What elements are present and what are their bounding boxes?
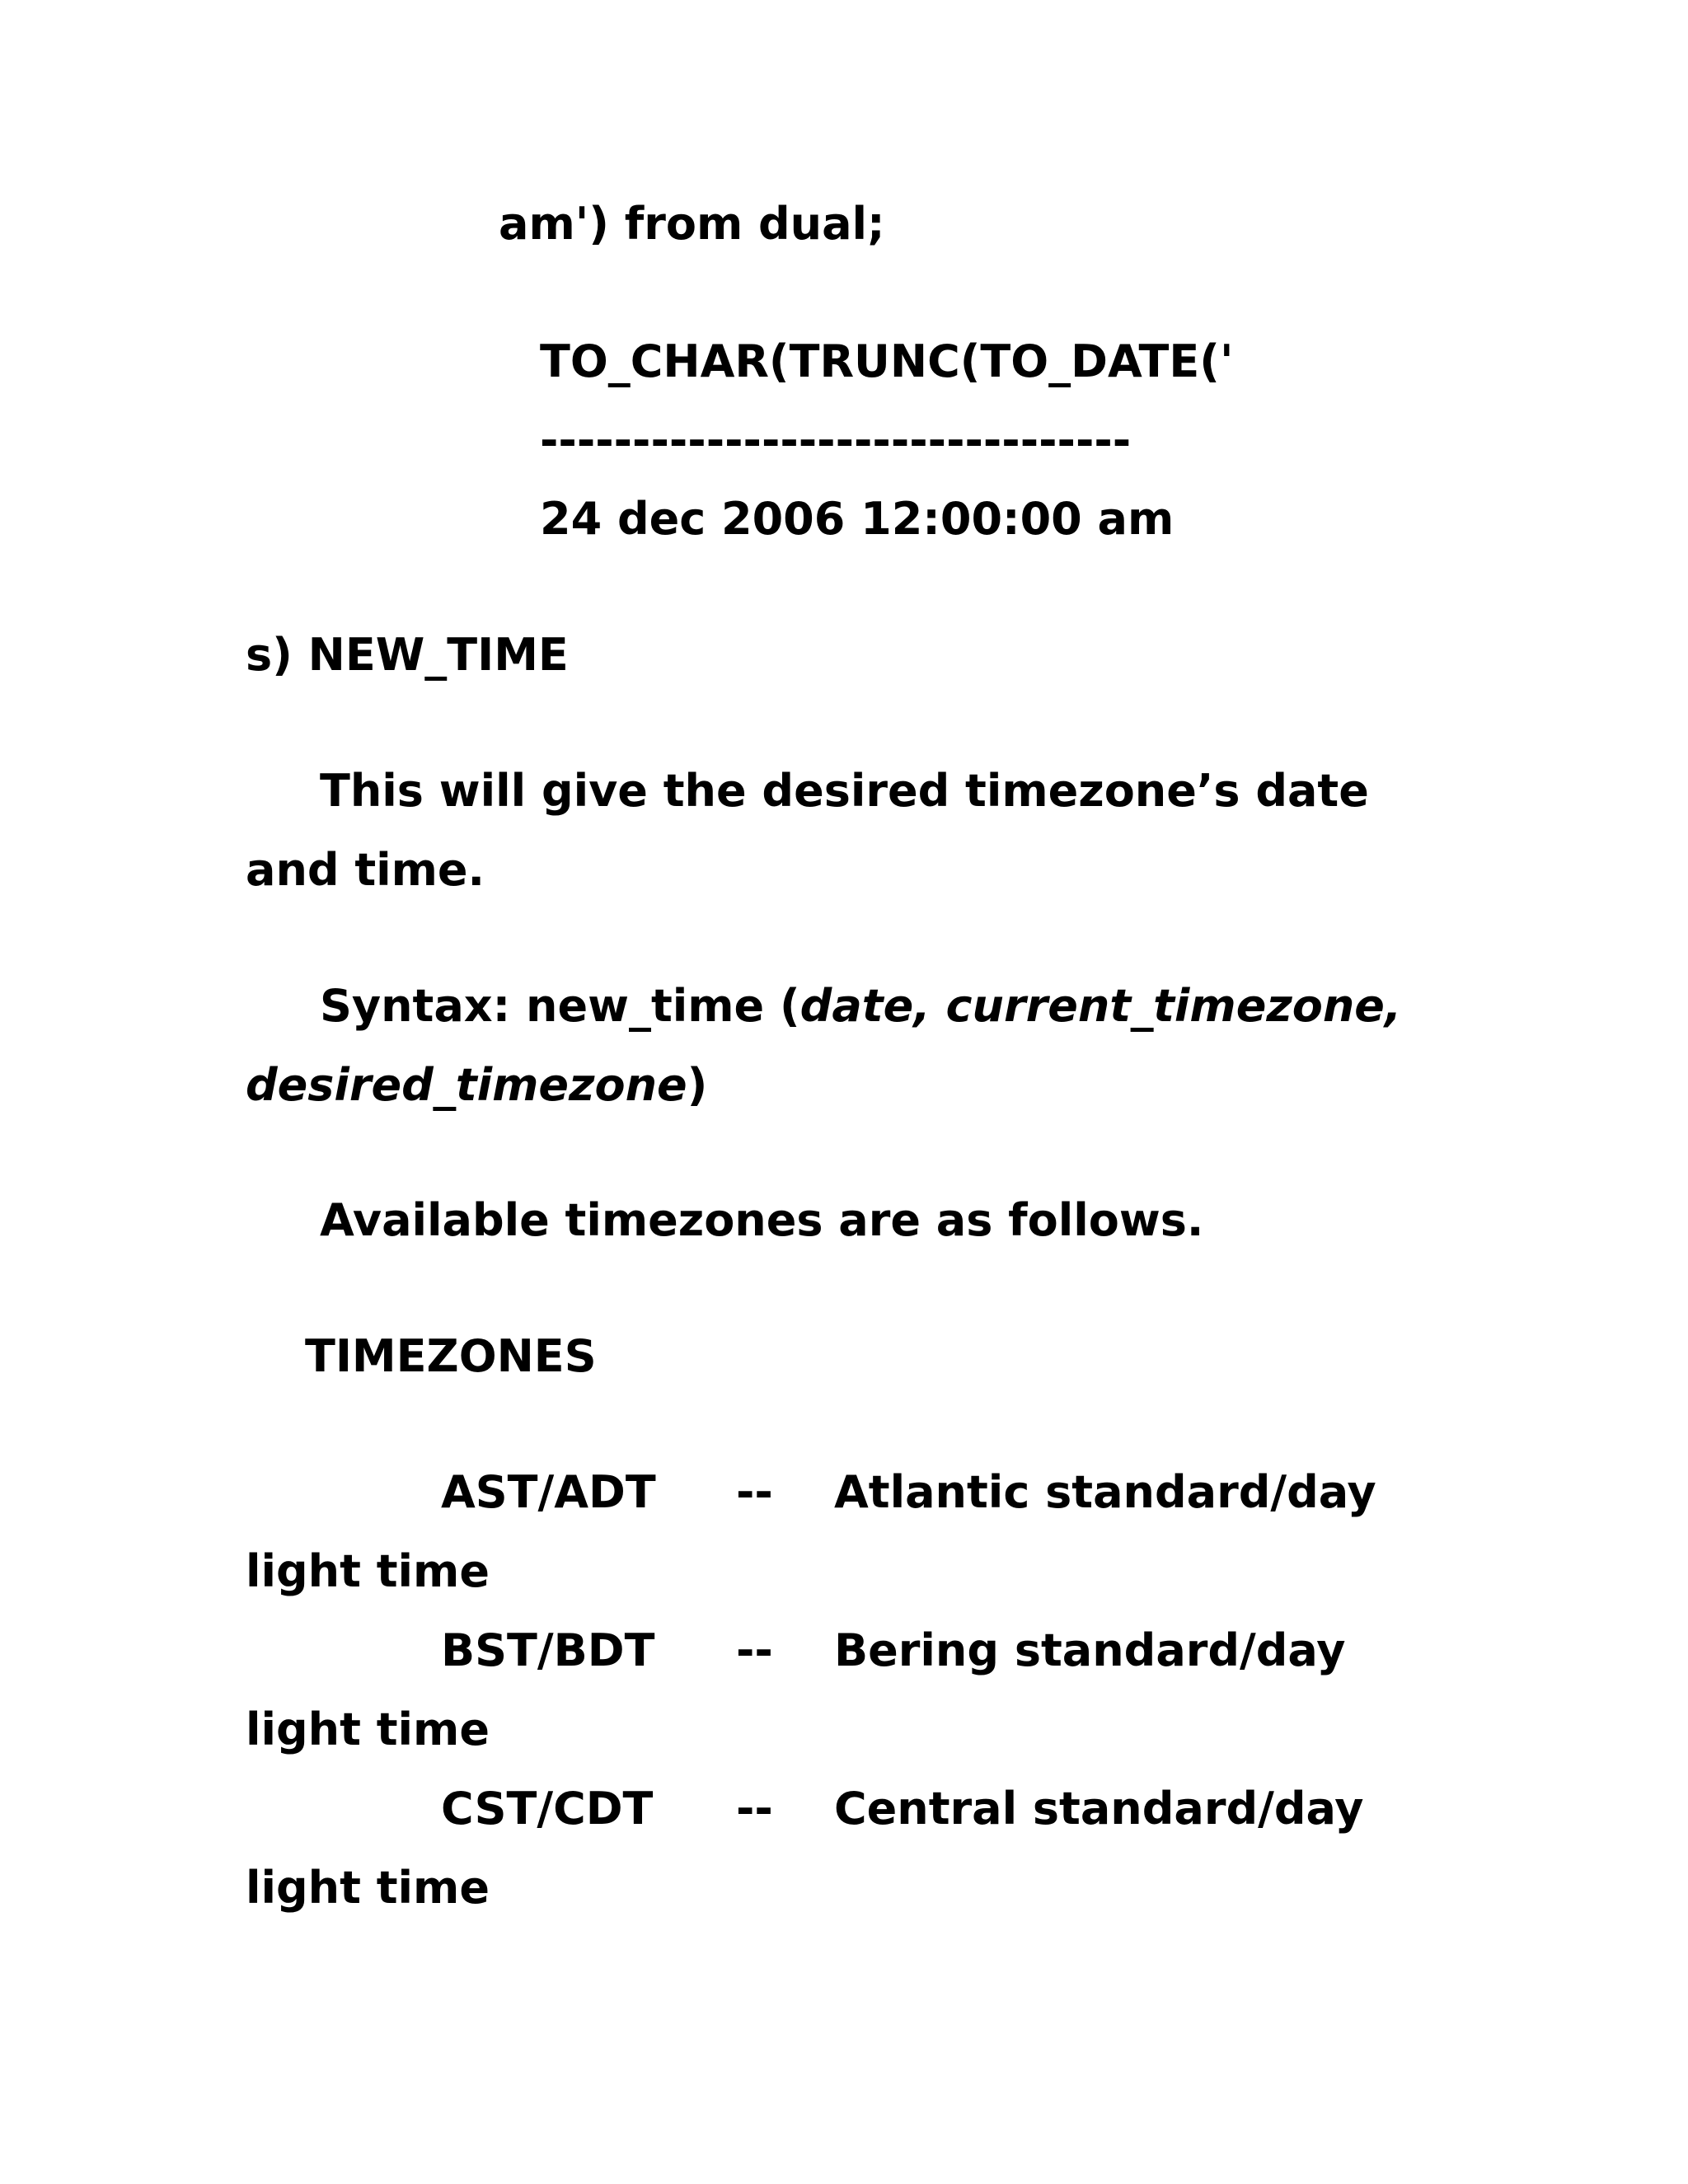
timezone-description: Central standard/day bbox=[834, 1783, 1364, 1835]
timezone-separator: -- bbox=[736, 1624, 773, 1676]
description-line-2: and time. bbox=[246, 844, 485, 896]
code-line-from-dual: am') from dual; bbox=[499, 198, 885, 250]
timezone-continuation: light time bbox=[246, 1862, 490, 1914]
syntax-args-1: date, current_timezone, bbox=[799, 980, 1402, 1032]
syntax-line-2 bbox=[246, 1059, 708, 1111]
syntax-line-1 bbox=[320, 980, 1402, 1032]
description-line-1: This will give the desired timezone’s date bbox=[320, 765, 1369, 817]
timezone-code: CST/CDT bbox=[441, 1783, 654, 1835]
timezone-continuation: light time bbox=[246, 1545, 490, 1597]
syntax-prefix: Syntax: new_time ( bbox=[320, 980, 800, 1032]
result-value: 24 dec 2006 12:00:00 am bbox=[540, 493, 1175, 545]
syntax-suffix: ) bbox=[687, 1059, 708, 1111]
timezone-description: Atlantic standard/day bbox=[834, 1466, 1376, 1518]
timezones-heading: TIMEZONES bbox=[305, 1330, 597, 1382]
section-heading: s) NEW_TIME bbox=[246, 629, 569, 681]
timezone-separator: -- bbox=[736, 1466, 773, 1518]
timezone-code: BST/BDT bbox=[441, 1624, 655, 1676]
timezone-description: Bering standard/day bbox=[834, 1624, 1346, 1676]
result-column-header: TO_CHAR(TRUNC(TO_DATE(' bbox=[540, 335, 1234, 387]
timezone-code: AST/ADT bbox=[441, 1466, 656, 1518]
timezone-continuation: light time bbox=[246, 1704, 490, 1755]
result-divider: -------------------------------- bbox=[540, 415, 1132, 466]
timezone-separator: -- bbox=[736, 1783, 773, 1835]
available-text: Available timezones are as follows. bbox=[320, 1194, 1204, 1246]
syntax-args-2: desired_timezone bbox=[246, 1059, 687, 1111]
